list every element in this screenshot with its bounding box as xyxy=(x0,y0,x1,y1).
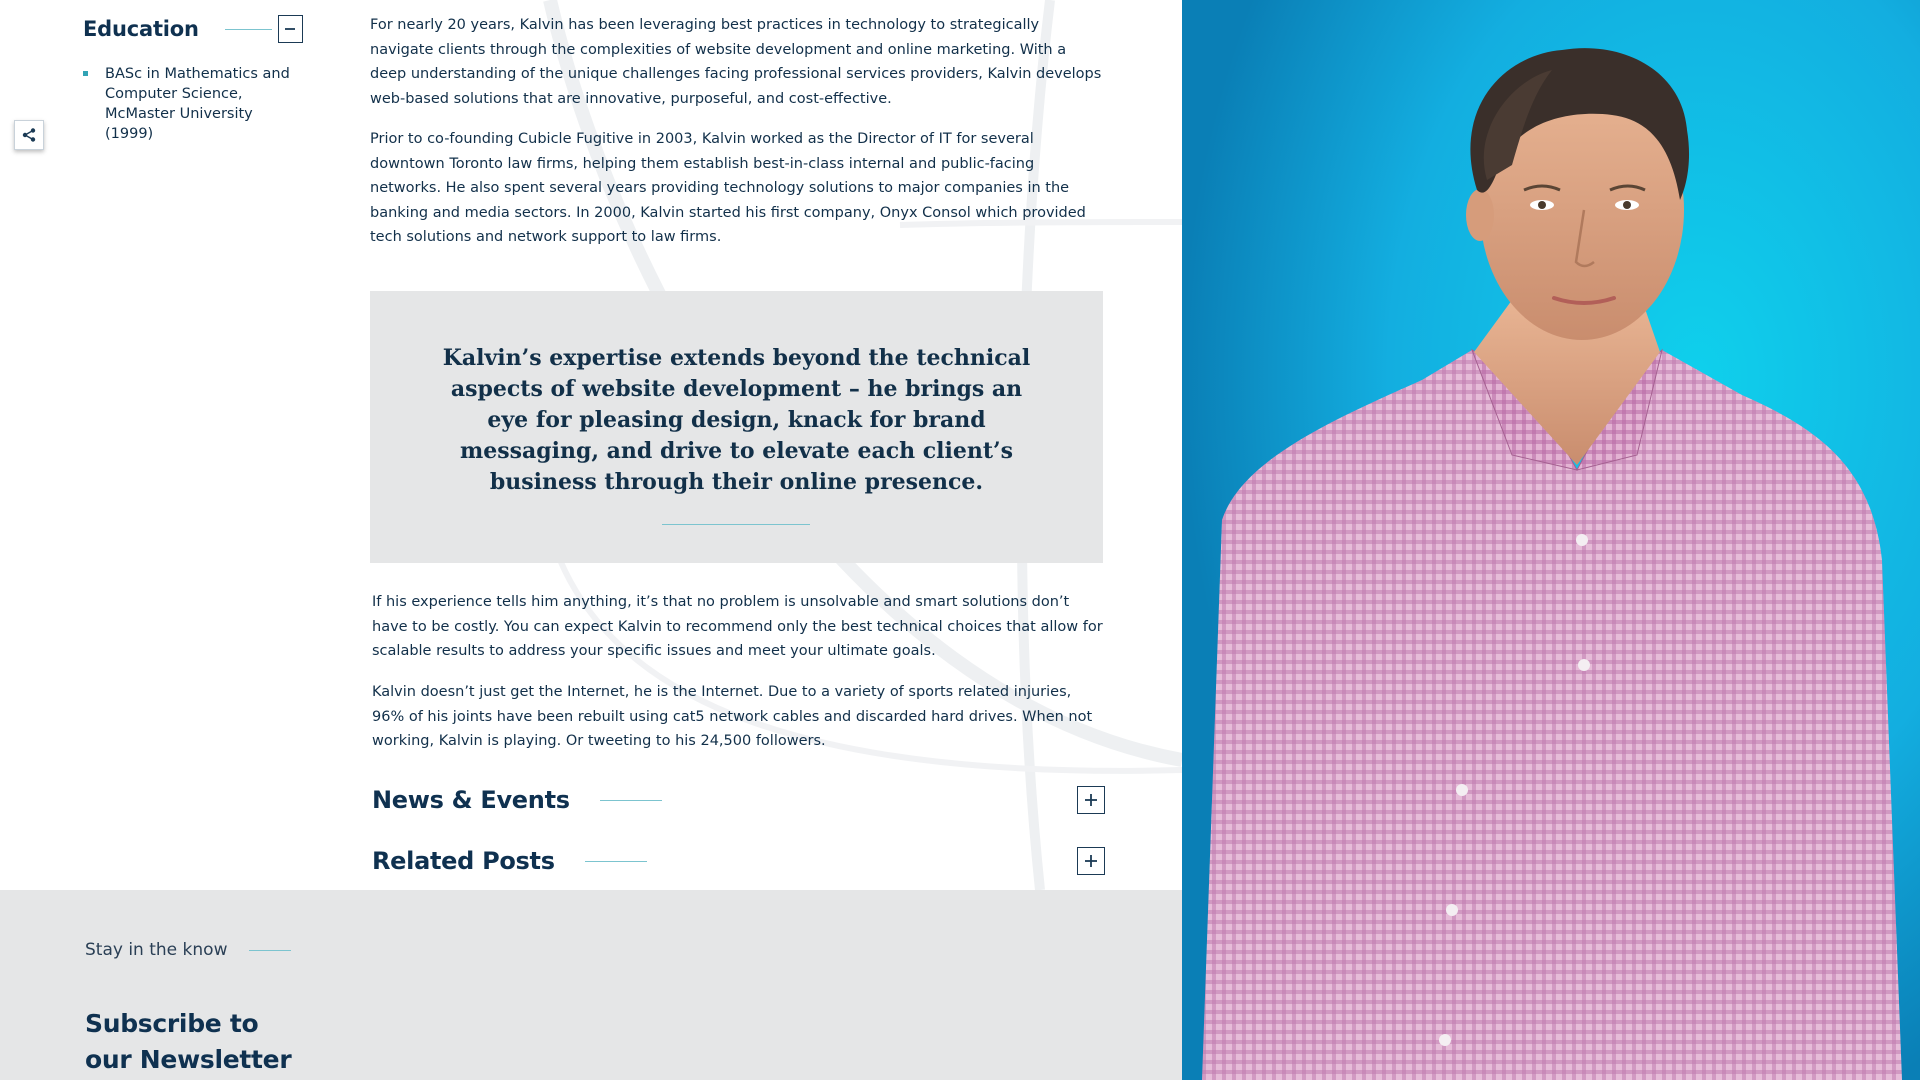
plus-icon xyxy=(1084,854,1098,868)
news-events-accordion[interactable] xyxy=(372,784,1105,816)
newsletter-title-line: Subscribe to xyxy=(85,1009,259,1038)
education-item: BASc in Mathematics and Computer Science, McMaster University (1999) xyxy=(83,64,303,144)
plus-icon xyxy=(1084,793,1098,807)
portrait-image xyxy=(1182,0,1920,1080)
share-icon xyxy=(22,128,36,142)
related-posts-expand-button[interactable] xyxy=(1077,847,1105,875)
related-posts-divider xyxy=(585,861,647,862)
education-section xyxy=(83,14,303,144)
stay-in-the-know-label: Stay in the know xyxy=(85,940,228,960)
bio-paragraph: Kalvin doesn’t just get the Internet, he is the Internet. Due to a variety of sports related injuries, 96% of his joints have been rebuilt using cat5 network cables and discarded hard drives. When not working, Kalvin is playing. Or tweeting to his 24,500 followers. xyxy=(372,684,1093,749)
share-button[interactable] xyxy=(14,120,44,150)
related-posts-title: Related Posts xyxy=(372,847,555,875)
newsletter-title xyxy=(85,1006,345,1078)
education-divider xyxy=(225,29,272,30)
profile-photo xyxy=(1182,0,1920,1080)
pull-quote xyxy=(370,291,1103,563)
education-list xyxy=(83,64,303,144)
newsletter-footer xyxy=(0,890,1182,1080)
bio-paragraph: For nearly 20 years, Kalvin has been leveraging best practices in technology to strategically navigate clients through the complexities of website development and online marketing. With a deep understanding of the unique challenges facing professional services providers, Kalvin develops web-based solutions that are innovative, purposeful, and cost-effective. xyxy=(370,17,1102,107)
news-events-expand-button[interactable] xyxy=(1077,786,1105,814)
bio-paragraph: If his experience tells him anything, it’s that no problem is unsolvable and smart solutions don’t have to be costly. You can expect Kalvin to recommend only the best technical choices that allow for scalable results to address your specific issues and meet your ultimate goals. xyxy=(372,594,1103,659)
stay-in-the-know xyxy=(85,940,291,960)
education-title: Education xyxy=(83,17,199,41)
news-events-divider xyxy=(600,800,662,801)
related-posts-accordion[interactable] xyxy=(372,845,1105,877)
newsletter-title-line: our Newsletter xyxy=(85,1045,292,1074)
stay-divider xyxy=(249,950,291,951)
education-collapse-button[interactable] xyxy=(278,15,303,43)
bio-paragraph: Prior to co-founding Cubicle Fugitive in 2003, Kalvin worked as the Director of IT for several downtown Toronto law firms, helping them establish best-in-class internal and public-facing networks. He also spent several years providing technology solutions to major companies in the banking and media sectors. In 2000, Kalvin started his first company, Onyx Consol which provided tech solutions and network support to law firms. xyxy=(370,131,1086,245)
news-events-title: News & Events xyxy=(372,786,570,814)
pull-quote-text: Kalvin’s expertise extends beyond the technical aspects of website development – he brings an eye for pleasing design, knack for brand messaging, and drive to elevate each client’s business through their online presence. xyxy=(442,345,1031,495)
education-header xyxy=(83,14,303,44)
pull-quote-divider xyxy=(662,524,810,525)
minus-icon xyxy=(284,23,296,35)
